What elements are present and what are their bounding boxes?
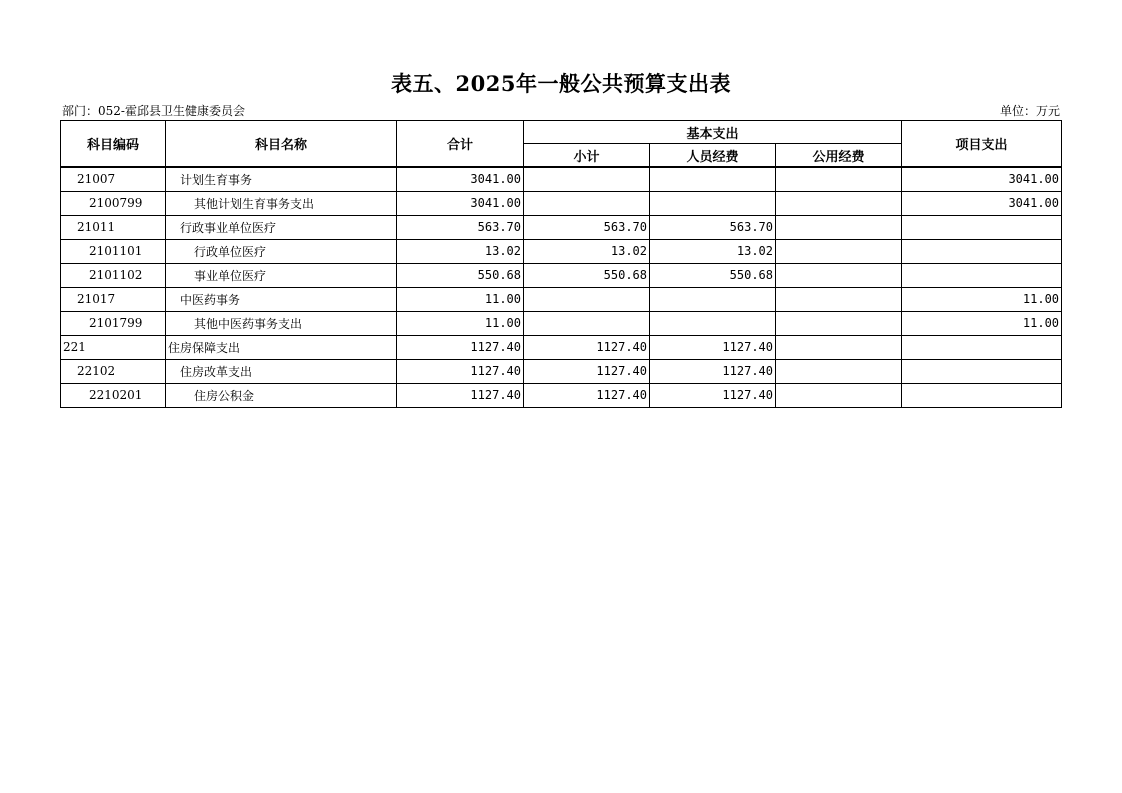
table-row bbox=[61, 191, 1062, 215]
cell-code: 2101101 bbox=[61, 239, 166, 263]
cell-code: 2101102 bbox=[61, 263, 166, 287]
table-row bbox=[61, 359, 1062, 383]
cell-code: 2210201 bbox=[61, 383, 166, 407]
cell-project: 11.00 bbox=[902, 287, 1062, 311]
cell-public bbox=[776, 263, 902, 287]
table-row bbox=[61, 167, 1062, 191]
cell-project bbox=[902, 215, 1062, 239]
cell-subtotal: 13.02 bbox=[524, 239, 650, 263]
cell-personnel: 1127.40 bbox=[650, 359, 776, 383]
cell-subtotal: 550.68 bbox=[524, 263, 650, 287]
header-total: 合计 bbox=[397, 121, 524, 168]
table-row bbox=[61, 239, 1062, 263]
cell-total: 3041.00 bbox=[397, 191, 524, 215]
header-basic: 基本支出 bbox=[524, 121, 902, 144]
cell-name: 住房公积金 bbox=[166, 383, 397, 407]
cell-public bbox=[776, 311, 902, 335]
header-code: 科目编码 bbox=[61, 121, 166, 168]
cell-public bbox=[776, 191, 902, 215]
table-row bbox=[61, 311, 1062, 335]
cell-personnel bbox=[650, 191, 776, 215]
header-project: 项目支出 bbox=[902, 121, 1062, 168]
cell-personnel: 563.70 bbox=[650, 215, 776, 239]
cell-personnel: 1127.40 bbox=[650, 335, 776, 359]
cell-project bbox=[902, 359, 1062, 383]
cell-total: 550.68 bbox=[397, 263, 524, 287]
cell-total: 13.02 bbox=[397, 239, 524, 263]
cell-subtotal bbox=[524, 191, 650, 215]
header-personnel: 人员经费 bbox=[650, 144, 776, 168]
table-row bbox=[61, 383, 1062, 407]
cell-code: 2101799 bbox=[61, 311, 166, 335]
cell-personnel: 550.68 bbox=[650, 263, 776, 287]
cell-project bbox=[902, 263, 1062, 287]
cell-name: 其他中医药事务支出 bbox=[166, 311, 397, 335]
cell-personnel: 1127.40 bbox=[650, 383, 776, 407]
cell-code: 21011 bbox=[61, 215, 166, 239]
cell-name: 住房保障支出 bbox=[166, 335, 397, 359]
cell-total: 1127.40 bbox=[397, 335, 524, 359]
cell-public bbox=[776, 239, 902, 263]
header-subtotal: 小计 bbox=[524, 144, 650, 168]
cell-personnel bbox=[650, 167, 776, 191]
cell-name: 其他计划生育事务支出 bbox=[166, 191, 397, 215]
cell-project bbox=[902, 335, 1062, 359]
cell-project: 3041.00 bbox=[902, 191, 1062, 215]
table-row bbox=[61, 263, 1062, 287]
cell-personnel bbox=[650, 287, 776, 311]
cell-total: 11.00 bbox=[397, 311, 524, 335]
cell-personnel: 13.02 bbox=[650, 239, 776, 263]
cell-total: 11.00 bbox=[397, 287, 524, 311]
cell-total: 1127.40 bbox=[397, 359, 524, 383]
cell-subtotal: 563.70 bbox=[524, 215, 650, 239]
header-name: 科目名称 bbox=[166, 121, 397, 168]
department-label: 部门：052-霍邱县卫生健康委员会 bbox=[62, 104, 245, 118]
cell-subtotal: 1127.40 bbox=[524, 359, 650, 383]
cell-public bbox=[776, 167, 902, 191]
cell-name: 事业单位医疗 bbox=[166, 263, 397, 287]
table-row bbox=[61, 287, 1062, 311]
cell-public bbox=[776, 215, 902, 239]
cell-code: 21007 bbox=[61, 167, 166, 191]
cell-code: 22102 bbox=[61, 359, 166, 383]
cell-subtotal: 1127.40 bbox=[524, 383, 650, 407]
cell-public bbox=[776, 287, 902, 311]
cell-name: 行政事业单位医疗 bbox=[166, 215, 397, 239]
cell-code: 21017 bbox=[61, 287, 166, 311]
cell-project bbox=[902, 383, 1062, 407]
cell-personnel bbox=[650, 311, 776, 335]
cell-project bbox=[902, 239, 1062, 263]
cell-subtotal bbox=[524, 287, 650, 311]
cell-name: 行政单位医疗 bbox=[166, 239, 397, 263]
budget-table bbox=[60, 120, 1062, 408]
page-title: 表五、2025年一般公共预算支出表 bbox=[391, 71, 731, 96]
cell-project: 11.00 bbox=[902, 311, 1062, 335]
cell-total: 3041.00 bbox=[397, 167, 524, 191]
cell-name: 住房改革支出 bbox=[166, 359, 397, 383]
cell-total: 563.70 bbox=[397, 215, 524, 239]
unit-label: 单位：万元 bbox=[999, 104, 1060, 118]
cell-subtotal bbox=[524, 167, 650, 191]
cell-code: 221 bbox=[61, 335, 166, 359]
cell-name: 中医药事务 bbox=[166, 287, 397, 311]
table-row bbox=[61, 335, 1062, 359]
cell-subtotal bbox=[524, 311, 650, 335]
cell-total: 1127.40 bbox=[397, 383, 524, 407]
table-body bbox=[61, 167, 1062, 407]
cell-code: 2100799 bbox=[61, 191, 166, 215]
cell-public bbox=[776, 383, 902, 407]
cell-public bbox=[776, 335, 902, 359]
cell-subtotal: 1127.40 bbox=[524, 335, 650, 359]
cell-name: 计划生育事务 bbox=[166, 167, 397, 191]
cell-project: 3041.00 bbox=[902, 167, 1062, 191]
cell-public bbox=[776, 359, 902, 383]
header-public: 公用经费 bbox=[776, 144, 902, 168]
table-row bbox=[61, 215, 1062, 239]
